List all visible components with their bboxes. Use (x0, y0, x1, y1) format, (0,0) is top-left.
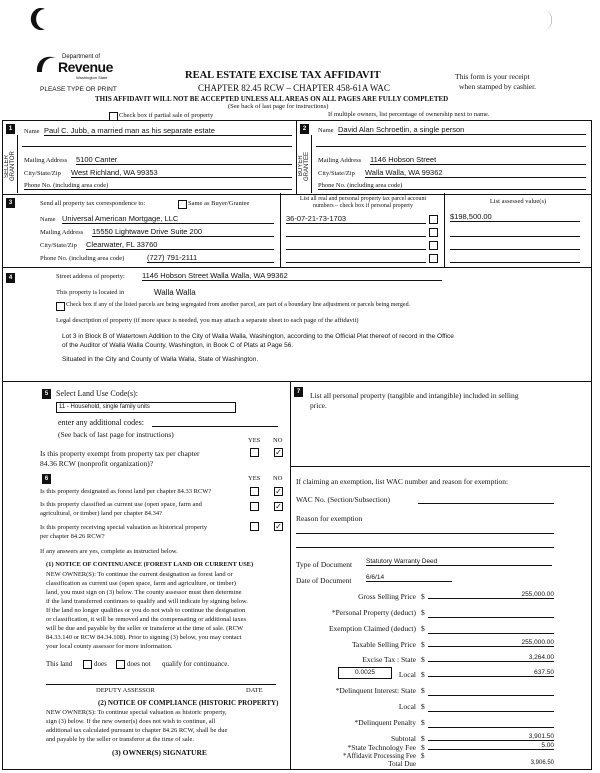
notice1-line-3: land, you must sign on (3) below. The county assessor must then determine (46, 589, 242, 596)
current-use-no-checkbox[interactable]: ✓ (275, 502, 282, 511)
buyer-side-label: BUYER GRANTEE (298, 151, 310, 181)
gross-label: Gross Selling Price (358, 592, 416, 601)
historic-question-2: per chapter 84.26 RCW? (40, 533, 105, 540)
form-chapter: CHAPTER 82.45 RCW – CHAPTER 458-61A WAC (198, 83, 390, 93)
seller-city-label: City/State/Zip (24, 170, 61, 177)
partial-sale-label: Check box if partial sale of property (119, 112, 214, 119)
state-tax-value: 3,264.00 (428, 654, 554, 662)
penalty-label: *Delinquent Penalty (354, 718, 416, 727)
taxpayer-mail: 15550 Lightwave Drive Suite 200 (92, 227, 274, 237)
logo-state: Washington State (76, 75, 108, 80)
section-2-marker: 2 (300, 124, 309, 134)
forest-question: Is this property designated as forest land per chapter 84.33 RCW? (40, 488, 212, 495)
parcel-header-1: List all real and personal property tax parcel account (299, 196, 427, 202)
current-use-question-1: Is this property classified as current use (open space, farm and (40, 501, 202, 508)
buyer-city: Walla Walla, WA 99362 (365, 168, 586, 178)
notice1-line-8: 84.33.140 or RCW 84.34.108). Prior to signing (3) below, you may contact (46, 634, 242, 641)
tech-fee-dollar: $ (421, 743, 425, 752)
subtotal-dollar: $ (421, 734, 425, 743)
seller-name-label: Name (24, 128, 40, 135)
notice2-line-2: sign (3) below. If the new owner(s) does not wish to continue, all (46, 718, 216, 725)
legal-line-2: of the Auditor of Walla Walla County, Washington, in Book C of Plats at Page 56. (62, 342, 294, 349)
taxpayer-name: Universal American Mortgage, LLC (62, 214, 274, 224)
buyer-name-label: Name (318, 127, 334, 134)
affidavit-fee-dollar: $ (421, 752, 425, 760)
exemption-reason-label: Reason for exemption (296, 514, 363, 523)
historic-no-checkbox[interactable]: ✓ (275, 522, 282, 531)
punch-mark-right (538, 8, 556, 32)
section-4-marker: 4 (6, 273, 15, 283)
land-use-code: 11 - Household, single family units (56, 402, 236, 413)
buyer-mail-label: Mailing Address (318, 157, 362, 164)
taxpayer-city: Clearwater, FL 33760 (86, 240, 274, 250)
local-rate: 0.0025 (338, 667, 392, 679)
qualify-label: qualify for continuance. (162, 660, 230, 668)
exempt-question-1: Is this property exempt from property tax per chapter (40, 449, 200, 458)
section-6-marker: 6 (42, 474, 51, 484)
taxable-value: 255,000.00 (428, 639, 554, 647)
interest-state-dollar: $ (421, 686, 425, 695)
s6-no-header: NO (273, 475, 283, 482)
s6-yes-header: YES (248, 475, 261, 482)
local-tax-dollar: $ (421, 670, 425, 679)
subtotal-value: 3,901.50 (428, 733, 554, 741)
forest-yes-checkbox[interactable] (250, 487, 259, 496)
exemption-deduct-label: Exemption Claimed (deduct) (328, 624, 416, 633)
seller-side-label: SELLER GRANTOR (4, 151, 16, 181)
interest-local-dollar: $ (421, 702, 425, 711)
total-label: Total Due (388, 760, 416, 768)
tech-fee-label: *State Technology Fee (347, 743, 416, 752)
s5-yes-header: YES (248, 437, 261, 444)
gross-dollar: $ (421, 592, 425, 601)
notice1-line-6: or classification, it will be removed and the compensating or additional taxes (46, 616, 246, 623)
notice2-line-3: additional tax calculated pursuant to chapter 84.26 RCW, shall be due (46, 727, 228, 734)
personal-deduct-label: *Personal Property (deduct) (331, 608, 416, 617)
receipt-line-1: This form is your receipt (455, 72, 530, 81)
historic-question-1: Is this property receiving special valuation as historical property (40, 524, 208, 531)
tech-fee-value: 5.00 (428, 742, 554, 750)
located-label: This property is located in (56, 289, 125, 296)
buyer-city-label: City/State/Zip (318, 170, 355, 177)
please-type: PLEASE TYPE OR PRINT (40, 86, 117, 93)
personal-dollar: $ (421, 608, 425, 617)
seller-mail-label: Mailing Address (24, 157, 68, 164)
seller-city: West Richland, WA 99353 (71, 168, 292, 178)
land-use-label: Select Land Use Code(s): (56, 389, 138, 398)
does-not-checkbox[interactable] (116, 660, 125, 669)
owner-signature-title: (3) OWNER(S) SIGNATURE (112, 748, 207, 757)
parcel-4-checkbox[interactable] (429, 254, 438, 263)
gross-value: 255,000.00 (428, 591, 554, 599)
exemption-dollar: $ (421, 624, 425, 633)
does-not-label: does not (127, 660, 151, 668)
state-tax-dollar: $ (421, 655, 425, 664)
street-address: 1146 Hobson Street Walla Walla, WA 99362 (142, 271, 442, 281)
taxable-dollar: $ (421, 640, 425, 649)
does-checkbox[interactable] (83, 660, 92, 669)
notice2-line-1: NEW OWNER(S): To continue special valuation as historic property, (46, 709, 227, 716)
taxpayer-phone: (727) 791-2111 (147, 253, 274, 263)
personal-property-line-1: List all personal property (tangible and intangible) included in selling (310, 391, 519, 400)
section-4-frame (2, 267, 592, 382)
local-tax-value: 637.50 (428, 669, 554, 677)
total-value: 3,906.50 (530, 760, 554, 766)
state-tax-label: Excise Tax : State (362, 655, 416, 664)
see-back-notice: (See back of last page for instructions) (228, 103, 329, 110)
assessed-header: List assessed value(s) (489, 198, 547, 205)
seller-name: Paul C. Jubb, a married man as his separate estate (44, 126, 292, 136)
exemption-claim-label: If claiming an exemption, list WAC number and reason for exemption: (296, 477, 509, 486)
document-date: 6/6/14 (366, 574, 452, 582)
not-accepted-notice: THIS AFFIDAVIT WILL NOT BE ACCEPTED UNLESS ALL AREAS ON ALL PAGES ARE FULLY COMPLETED (95, 95, 449, 103)
current-use-yes-checkbox[interactable] (250, 502, 259, 511)
same-as-buyer-checkbox[interactable] (178, 200, 187, 209)
land-use-see-back: (See back of last page for instructions) (58, 430, 174, 439)
taxpayer-city-label: City/State/Zip (40, 242, 77, 249)
form-title: REAL ESTATE EXCISE TAX AFFIDAVIT (185, 70, 381, 81)
buyer-name: David Alan Schroetlin, a single person (338, 125, 586, 135)
document-date-label: Date of Document (296, 576, 352, 585)
notice1-line-4: if the land transferred continues to qualify and will indicate by signing below. (46, 598, 248, 605)
s5-no-header: NO (273, 437, 283, 444)
section-1-marker: 1 (6, 124, 15, 134)
parcel-1: 36-07-21-73-1703 (286, 214, 426, 224)
located-county: Walla Walla (154, 288, 196, 297)
receipt-line-2: when stamped by cashier. (459, 82, 537, 91)
notice1-line-7: will be due and payable by the seller or transferor at the time of sale. (RCW (46, 625, 244, 632)
revenue-logo-icon (34, 52, 60, 76)
notice1-title: (1) NOTICE OF CONTINUANCE (FOREST LAND OR CURRENT USE) (46, 561, 254, 568)
exempt-no-checkbox[interactable]: ✓ (275, 448, 282, 457)
current-use-question-2: agricultural, or timber) land per chapter 84.34? (40, 510, 163, 517)
document-type-label: Type of Document (296, 560, 353, 569)
historic-yes-checkbox[interactable] (250, 522, 259, 531)
exempt-yes-checkbox[interactable] (250, 448, 259, 457)
document-type: Statutory Warranty Deed (366, 558, 552, 566)
section-7-marker: 7 (294, 387, 303, 397)
interest-local-label: Local (398, 702, 416, 711)
logo-dept: Department of (62, 54, 101, 60)
notice2-title: (2) NOTICE OF COMPLIANCE (HISTORIC PROPERTY) (98, 699, 279, 707)
notice1-line-1: NEW OWNER(S): To continue the current designation as forest land or (46, 571, 233, 578)
interest-state-label: *Delinquent Interest: State (335, 686, 416, 695)
punch-mark-left (30, 6, 52, 32)
additional-codes-label: enter any additional codes: (58, 418, 144, 427)
buyer-phone-label: Phone No. (including area code) (318, 182, 586, 190)
segregated-label: Check box if any of the listed parcels are being segregated from another parcel, are part of a boundary line adjustment or parcels being merged. (66, 302, 411, 308)
does-label: does (94, 660, 107, 668)
logo-revenue: Revenue (58, 59, 113, 75)
this-land-label: This land (46, 660, 73, 668)
notice1-line-5: If the land no longer qualifies or you do not wish to continue the designation (46, 607, 246, 614)
segregated-checkbox[interactable] (56, 302, 65, 311)
taxable-label: Taxable Selling Price (351, 640, 416, 649)
same-as-buyer-label: Same as Buyer/Grantee (188, 200, 250, 207)
affidavit-fee-label: *Affidavit Processing Fee (343, 752, 416, 760)
notice2-line-4: and payable by the seller or transferor at the time of sale. (46, 736, 194, 743)
parcel-header-2: numbers – check box if personal property (313, 203, 413, 209)
if-yes-note: If any answers are yes, complete as instructed below. (40, 548, 178, 555)
personal-property-line-2: price. (310, 401, 327, 410)
notice1-line-2: classification as current use (open space, farm and agriculture, or timber) (46, 580, 236, 587)
wac-label: WAC No. (Section/Subsection) (296, 495, 390, 504)
parcel-1-checkbox[interactable] (429, 215, 438, 224)
taxpayer-phone-label: Phone No. (including area code) (40, 255, 125, 262)
street-label: Street address of property: (56, 273, 125, 280)
forest-no-checkbox[interactable]: ✓ (275, 487, 282, 496)
section-5-marker: 5 (42, 389, 51, 399)
exempt-question-2: 84.36 RCW (nonprofit organization)? (40, 459, 154, 468)
subtotal-label: Subtotal (390, 734, 416, 743)
legal-label: Legal description of property (if more space is needed, you may attach a separate sheet to each page of the affidavit) (56, 317, 359, 324)
taxpayer-mail-label: Mailing Address (40, 229, 84, 236)
parcel-2-checkbox[interactable] (429, 228, 438, 237)
taxpayer-label: Send all property tax correspondence to: (40, 200, 146, 207)
buyer-mail: 1146 Hobson Street (370, 155, 586, 165)
seller-phone-label: Phone No. (including area code) (24, 182, 292, 190)
assessed-1: $198,500.00 (450, 212, 580, 222)
taxpayer-name-label: Name (40, 216, 56, 223)
legal-line-3: Situated in the City and County of Walla Walla, State of Washington. (62, 356, 259, 363)
seller-mail: 5100 Canter (76, 155, 292, 165)
section-3-marker: 3 (6, 198, 15, 208)
penalty-dollar: $ (421, 718, 425, 727)
parcel-3-checkbox[interactable] (429, 241, 438, 250)
assessor-date-label: DATE (246, 687, 263, 694)
legal-line-1: Lot 3 in Block B of Watertown Addition to the City of Walla Walla, Washington, according to the Official Plat thereof of record in the Office (62, 333, 454, 340)
deputy-assessor-label: DEPUTY ASSESSOR (96, 687, 155, 694)
multiple-owners-label: If multiple owners, list percentage of ownership next to name. (328, 111, 490, 118)
notice1-line-9: your local county assessor for more information. (46, 643, 173, 650)
local-tax-label: Local (398, 670, 416, 679)
